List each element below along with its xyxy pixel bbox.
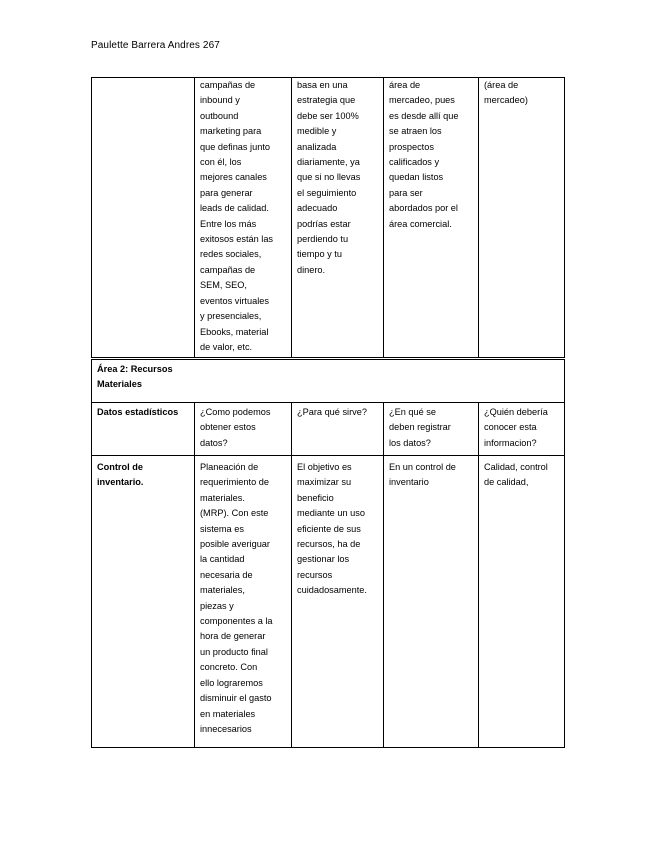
- continued-table: [91, 77, 565, 358]
- table-cell: Planeación de requerimiento de materiales. (MRP). Con este sistema es posible averiguar la cantidad necesaria de materiales, piezas y componentes a la hora de generar un producto final concreto. Con ello lograremos disminuir el gasto en materiales innecesarios: [195, 456, 292, 748]
- column-header: Datos estadísticos: [92, 403, 195, 456]
- table-row: [92, 78, 565, 358]
- table-title-row: [92, 360, 565, 403]
- table-cell: En un control de inventario: [384, 456, 479, 748]
- table-cell: campañas de inbound y outbound marketing para que definas junto con él, los mejores canales para generar leads de calidad. Entre los más exitosos están las redes sociales, campañas de SEM, SEO, eventos virtuales y presenciales, Ebooks, material de valor, etc.: [195, 78, 292, 358]
- table-cell: basa en una estrategia que debe ser 100% medible y analizada diariamente, ya que si no llevas el seguimiento adecuado podrías estar perdiendo tu tiempo y tu dinero.: [292, 78, 384, 358]
- table-cell: [92, 78, 195, 358]
- table-row: [92, 456, 565, 748]
- column-header: ¿Quién debería conocer esta informacion?: [479, 403, 565, 456]
- column-header: ¿Como podemos obtener estos datos?: [195, 403, 292, 456]
- column-header: ¿En qué se deben registrar los datos?: [384, 403, 479, 456]
- table-header-row: [92, 403, 565, 456]
- table-cell: (área de mercadeo): [479, 78, 565, 358]
- table-cell: El objetivo es maximizar su beneficio mediante un uso eficiente de sus recursos, ha de gestionar los recursos cuidadosamente.: [292, 456, 384, 748]
- table-cell: Control de inventario.: [92, 456, 195, 748]
- table-cell: área de mercadeo, pues es desde allí que se atraen los prospectos calificados y quedan listos para ser abordados por el área comercial.: [384, 78, 479, 358]
- table-cell: Calidad, control de calidad,: [479, 456, 565, 748]
- area-title: Área 2: Recursos Materiales: [92, 360, 565, 403]
- page-header: Paulette Barrera Andres 267: [91, 40, 220, 51]
- column-header: ¿Para qué sirve?: [292, 403, 384, 456]
- area-2-table: [91, 359, 565, 748]
